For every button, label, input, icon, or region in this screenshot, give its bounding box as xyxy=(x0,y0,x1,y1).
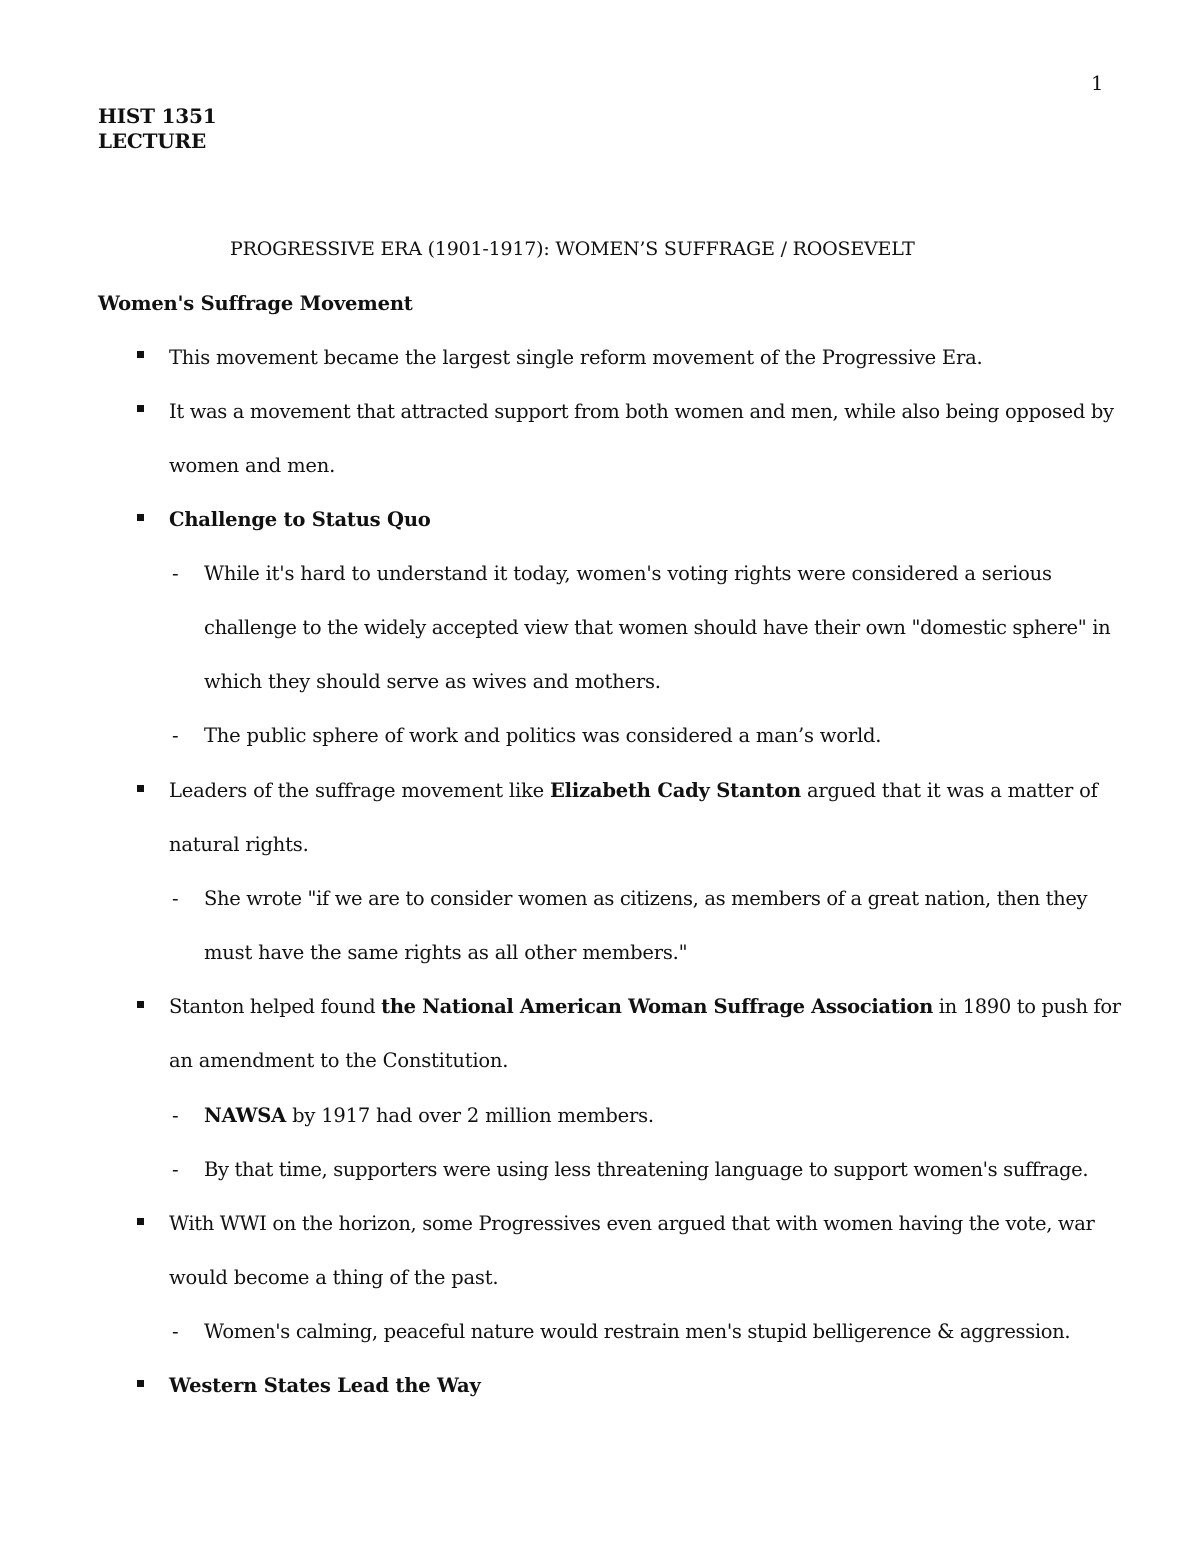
bullet-square-icon xyxy=(137,1001,144,1008)
dash-marker: - xyxy=(172,1158,179,1181)
section-heading: Women's Suffrage Movement xyxy=(98,292,413,315)
dash-text: By that time, supporters were using less threatening language to support women's suffrage. xyxy=(204,1158,1089,1181)
dash-text-continued: which they should serve as wives and mothers. xyxy=(204,670,661,693)
bullet-text-continued: an amendment to the Constitution. xyxy=(169,1049,509,1072)
dash-text xyxy=(204,1104,654,1128)
name-stanton: Elizabeth Cady Stanton xyxy=(549,779,801,802)
bullet-square-icon xyxy=(137,1380,144,1387)
bullet-text xyxy=(169,995,1121,1019)
bullet-text-part: argued that it was a matter of xyxy=(800,779,1098,802)
bullet-text: With WWI on the horizon, some Progressives even argued that with women having the vote, war xyxy=(169,1212,1095,1235)
page-number: 1 xyxy=(1091,72,1104,95)
dash-text: She wrote "if we are to consider women as citizens, as members of a great nation, then they xyxy=(204,887,1088,910)
document-type: LECTURE xyxy=(98,129,207,153)
dash-marker: - xyxy=(172,887,179,910)
name-nawsa: NAWSA xyxy=(204,1104,287,1127)
page-title: PROGRESSIVE ERA (1901-1917): WOMEN’S SUFFRAGE / ROOSEVELT xyxy=(230,238,915,260)
dash-marker: - xyxy=(172,1104,179,1127)
dash-marker: - xyxy=(172,562,179,585)
dash-marker: - xyxy=(172,724,179,747)
bullet-text-part: Stanton helped found xyxy=(169,995,382,1018)
bullet-square-icon xyxy=(137,785,144,792)
bullet-square-icon xyxy=(137,351,144,358)
bullet-text xyxy=(169,779,1098,803)
bullet-square-icon xyxy=(137,405,144,412)
bullet-text: It was a movement that attracted support from both women and men, while also being opposed by xyxy=(169,400,1114,423)
dash-text: Women's calming, peaceful nature would restrain men's stupid belligerence & aggression. xyxy=(204,1320,1071,1343)
dash-text-continued: challenge to the widely accepted view that women should have their own "domestic sphere" in xyxy=(204,616,1111,639)
bullet-text-part: in 1890 to push for xyxy=(932,995,1121,1018)
dash-text-continued: must have the same rights as all other members." xyxy=(204,941,688,964)
dash-text: The public sphere of work and politics was considered a man’s world. xyxy=(204,724,882,747)
course-code: HIST 1351 xyxy=(98,104,217,128)
bullet-square-icon xyxy=(137,1218,144,1225)
bullet-text-continued: natural rights. xyxy=(169,833,309,856)
name-nawsa-full: the National American Woman Suffrage Association xyxy=(381,995,933,1018)
bullet-text-continued: women and men. xyxy=(169,454,336,477)
dash-marker: - xyxy=(172,1320,179,1343)
bullet-square-icon xyxy=(137,514,144,521)
subheading-western-states: Western States Lead the Way xyxy=(169,1374,481,1397)
dash-text-part: by 1917 had over 2 million members. xyxy=(286,1104,654,1127)
subheading-challenge: Challenge to Status Quo xyxy=(169,508,431,531)
dash-text: While it's hard to understand it today, women's voting rights were considered a serious xyxy=(204,562,1052,585)
bullet-text-part: Leaders of the suffrage movement like xyxy=(169,779,550,802)
bullet-text-continued: would become a thing of the past. xyxy=(169,1266,499,1289)
bullet-text: This movement became the largest single reform movement of the Progressive Era. xyxy=(169,346,983,369)
